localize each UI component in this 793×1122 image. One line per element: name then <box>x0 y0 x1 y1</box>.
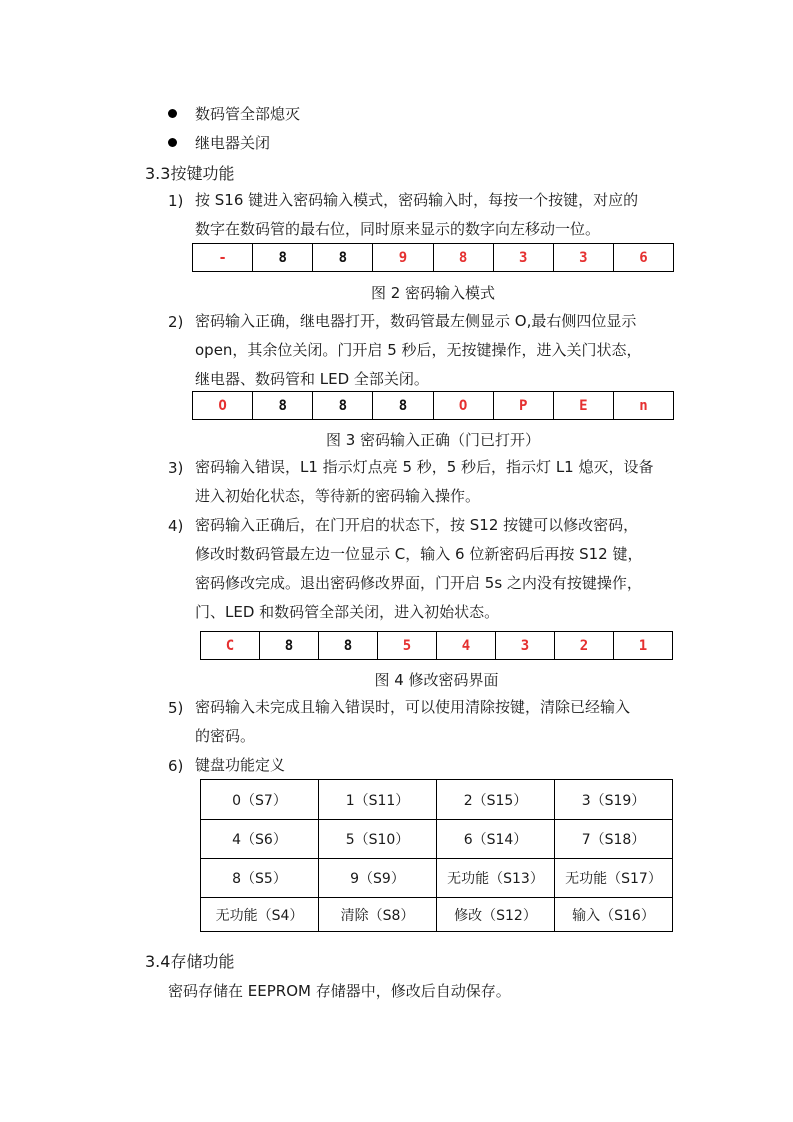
text-line: 按 S16 键进入密码输入模式，密码输入时，每按一个按键，对应的 <box>195 191 639 209</box>
segment-digit: n <box>613 392 673 420</box>
item-number: 6) <box>168 757 184 775</box>
key-cell: 修改（S12） <box>437 898 555 932</box>
text-line: 密码输入错误，L1 指示灯点亮 5 秒，5 秒后，指示灯 L1 熄灭，设备 <box>195 458 654 476</box>
keyboard-function-table <box>200 779 673 932</box>
key-cell: 7（S18） <box>555 820 673 859</box>
item-2-text <box>195 307 642 394</box>
item-3-text <box>195 453 654 511</box>
segment-digit: 5 <box>378 632 437 660</box>
key-cell: 2（S15） <box>437 780 555 820</box>
segment-display-fig4 <box>200 631 673 660</box>
segment-digit: 8 <box>313 244 373 272</box>
key-cell: 5（S10） <box>319 820 437 859</box>
segment-digit: C <box>201 632 260 660</box>
text-line: 密码输入正确后，在门开启的状态下，按 S12 按键可以修改密码， <box>195 516 639 534</box>
segment-digit: O <box>433 392 493 420</box>
segment-digit: 1 <box>614 632 673 660</box>
item-number: 1) <box>168 192 184 210</box>
text-line: 密码输入正确，继电器打开，数码管最左侧显示 O,最右侧四位显示 <box>195 312 637 330</box>
segment-digit: 9 <box>373 244 433 272</box>
figure-caption: 图 3 密码输入正确（门已打开） <box>325 431 541 449</box>
key-cell: 8（S5） <box>201 859 319 898</box>
item-number: 2) <box>168 313 184 331</box>
segment-digit: 3 <box>553 244 613 272</box>
key-cell: 6（S14） <box>437 820 555 859</box>
bullet-text: 数码管全部熄灭 <box>195 105 301 123</box>
segment-digit: 8 <box>319 632 378 660</box>
key-cell: 清除（S8） <box>319 898 437 932</box>
text-line: 键盘功能定义 <box>195 756 286 774</box>
key-cell: 1（S11） <box>319 780 437 820</box>
item-5-text <box>195 693 630 751</box>
segment-digit: 8 <box>260 632 319 660</box>
item-6-text <box>195 751 285 780</box>
item-number: 3) <box>168 459 184 477</box>
bullet-dot <box>168 138 177 147</box>
text-line: 继电器、数码管和 LED 全部关闭。 <box>195 370 429 388</box>
segment-digit: 8 <box>433 244 493 272</box>
key-cell: 无功能（S4） <box>201 898 319 932</box>
segment-digit: 2 <box>555 632 614 660</box>
item-4-text <box>195 511 642 627</box>
figure-caption: 图 2 密码输入模式 <box>370 284 496 302</box>
segment-digit: 3 <box>496 632 555 660</box>
text-line: 门、LED 和数码管全部关闭，进入初始状态。 <box>195 603 500 621</box>
text-line: 的密码。 <box>195 727 256 745</box>
figure-caption: 图 4 修改密码界面 <box>374 671 499 689</box>
segment-digit: 8 <box>373 392 433 420</box>
segment-digit: 8 <box>253 244 313 272</box>
storage-text: 密码存储在 EEPROM 存储器中，修改后自动保存。 <box>168 982 511 1000</box>
text-line: 密码输入未完成且输入错误时，可以使用清除按键，清除已经输入 <box>195 698 631 716</box>
segment-digit: 3 <box>493 244 553 272</box>
key-cell: 3（S19） <box>555 780 673 820</box>
segment-digit: 8 <box>313 392 373 420</box>
segment-digit: P <box>493 392 553 420</box>
bullet-dot <box>168 109 177 118</box>
key-cell: 无功能（S13） <box>437 859 555 898</box>
item-number: 4) <box>168 517 184 535</box>
text-line: open，其余位关闭。门开启 5 秒后，无按键操作，进入关门状态， <box>195 341 642 359</box>
segment-digit: E <box>553 392 613 420</box>
key-cell: 4（S6） <box>201 820 319 859</box>
segment-digit: O <box>193 392 253 420</box>
key-cell: 9（S9） <box>319 859 437 898</box>
segment-display-fig2 <box>192 243 674 272</box>
section-heading-storage: 3.4存储功能 <box>145 952 235 971</box>
text-line: 数字在数码管的最右位，同时原来显示的数字向左移动一位。 <box>195 220 601 238</box>
item-1-text <box>195 186 638 244</box>
segment-digit: - <box>193 244 253 272</box>
segment-digit: 8 <box>253 392 313 420</box>
text-line: 进入初始化状态，等待新的密码输入操作。 <box>195 487 481 505</box>
segment-digit: 4 <box>437 632 496 660</box>
section-heading-keys: 3.3按键功能 <box>145 164 235 183</box>
key-cell: 无功能（S17） <box>555 859 673 898</box>
key-cell: 输入（S16） <box>555 898 673 932</box>
segment-digit: 6 <box>613 244 673 272</box>
key-cell: 0（S7） <box>201 780 319 820</box>
text-line: 密码修改完成。退出密码修改界面，门开启 5s 之内没有按键操作， <box>195 574 642 592</box>
item-number: 5) <box>168 699 184 717</box>
segment-display-fig3 <box>192 391 674 420</box>
text-line: 修改时数码管最左边一位显示 C，输入 6 位新密码后再按 S12 键， <box>195 545 643 563</box>
bullet-text: 继电器关闭 <box>195 134 271 152</box>
